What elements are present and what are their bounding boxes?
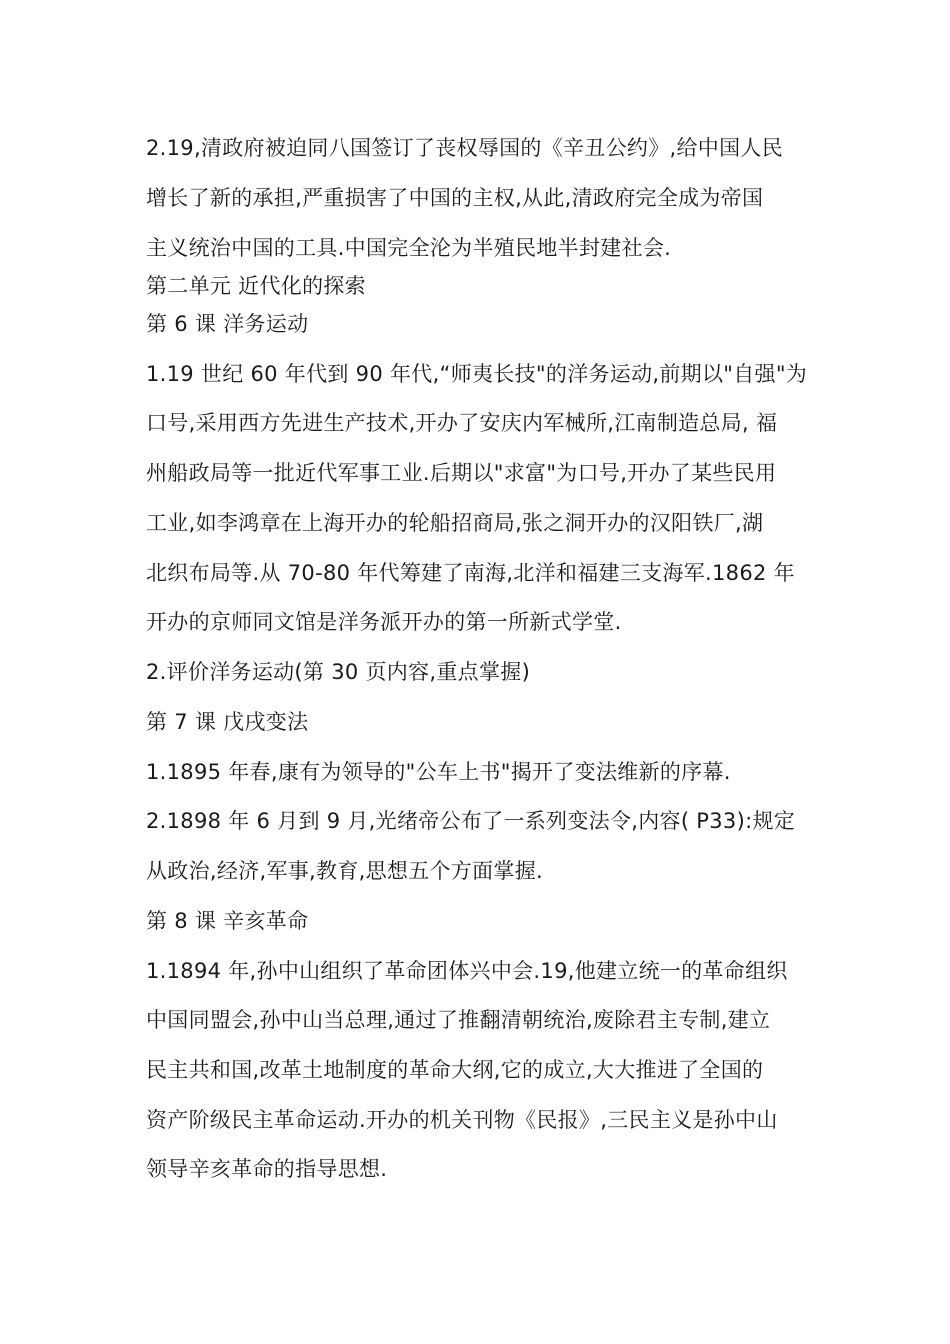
text-line-19: 中国同盟会,孙中山当总理,通过了推翻清朝统治,废除君主专制,建立 <box>146 1008 771 1032</box>
text-line-7: 口号,采用西方先进生产技术,开办了安庆内军械所,江南制造总局, 福 <box>146 411 778 435</box>
lesson-6-heading: 第 6 课 洋务运动 <box>146 312 309 336</box>
text-line-3: 主义统治中国的工具.中国完全沦为半殖民地半封建社会. <box>146 236 672 260</box>
text-line-20: 民主共和国,改革土地制度的革命大纲,它的成立,大大推进了全国的 <box>146 1058 764 1082</box>
unit-heading: 第二单元 近代化的探索 <box>146 274 366 298</box>
text-line-8: 州船政局等一批近代军事工业.后期以"求富"为口号,开办了某些民用 <box>146 461 777 485</box>
text-line-21: 资产阶级民主革命运动.开办的机关刊物《民报》,三民主义是孙中山 <box>146 1108 778 1132</box>
text-line-11: 开办的京师同文馆是洋务派开办的第一所新式学堂. <box>146 610 622 634</box>
text-line-2: 增长了新的承担,严重损害了中国的主权,从此,清政府完全成为帝国 <box>146 186 764 210</box>
text-line-22: 领导辛亥革命的指导思想. <box>146 1157 388 1181</box>
text-line-15: 2.1898 年 6 月到 9 月,光绪帝公布了一系列变法令,内容( P33):规定 <box>146 809 796 833</box>
text-line-16: 从政治,经济,军事,教育,思想五个方面掌握. <box>146 859 543 883</box>
lesson-8-heading: 第 8 课 辛亥革命 <box>146 909 309 933</box>
text-line-10: 北织布局等.从 70-80 年代筹建了南海,北洋和福建三支海军.1862 年 <box>146 561 795 585</box>
text-line-18: 1.1894 年,孙中山组织了革命团体兴中会.19,他建立统一的革命组织 <box>146 959 788 983</box>
text-line-12: 2.评价洋务运动(第 30 页内容,重点掌握) <box>146 660 531 684</box>
text-line-1: 2.19,清政府被迫同八国签订了丧权辱国的《辛丑公约》,给中国人民 <box>146 136 784 160</box>
text-line-14: 1.1895 年春,康有为领导的"公车上书"揭开了变法维新的序幕. <box>146 760 731 784</box>
text-line-6: 1.19 世纪 60 年代到 90 年代,“师夷长技"的洋务运动,前期以"自强"为 <box>146 362 808 386</box>
text-line-9: 工业,如李鸿章在上海开办的轮船招商局,张之洞开办的汉阳铁厂,湖 <box>146 511 764 535</box>
lesson-7-heading: 第 7 课 戊戌变法 <box>146 710 309 734</box>
